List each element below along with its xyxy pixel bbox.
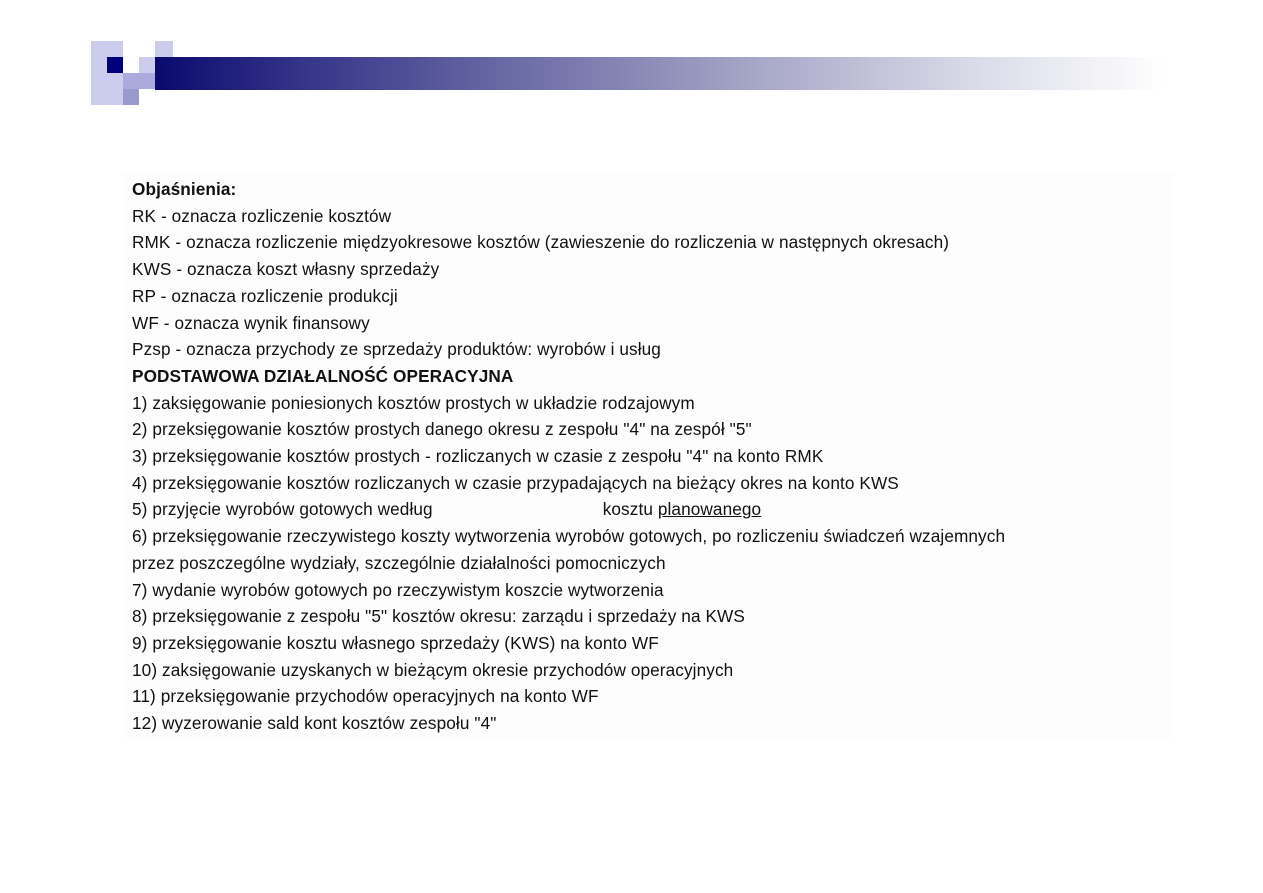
step-item bbox=[132, 496, 1173, 523]
step-item: 11) przeksięgowanie przychodów operacyjnych na konto WF bbox=[132, 686, 599, 707]
definition-item: RK - oznacza rozliczenie kosztów bbox=[132, 205, 392, 226]
definition-item: RMK - oznacza rozliczenie międzyokresowe kosztów (zawieszenie do rozliczenia w następnych okresach) bbox=[132, 232, 950, 253]
explanations-heading: Objaśnienia: bbox=[132, 179, 237, 199]
step-item: 3) przeksięgowanie kosztów prostych - rozliczanych w czasie z zespołu "4" na konto RMK bbox=[132, 446, 824, 467]
header-gradient-bar bbox=[155, 57, 1165, 90]
step-item: 10) zaksięgowanie uzyskanych w bieżącym okresie przychodów operacyjnych bbox=[132, 659, 734, 680]
step-item: 12) wyzerowanie sald kont kosztów zespołu "4" bbox=[132, 713, 497, 734]
step-item: 9) przeksięgowanie kosztu własnego sprzedaży (KWS) na konto WF bbox=[132, 632, 659, 653]
decor-square bbox=[123, 73, 139, 89]
decor-square bbox=[139, 57, 155, 73]
step-item: 8) przeksięgowanie z zespołu "5" kosztów okresu: zarządu i sprzedaży na KWS bbox=[132, 606, 745, 627]
definition-item: WF - oznacza wynik finansowy bbox=[132, 312, 370, 333]
definition-item: KWS - oznacza koszt własny sprzedaży bbox=[132, 259, 440, 280]
header-decoration bbox=[0, 0, 1263, 120]
step-item: 4) przeksięgowanie kosztów rozliczanych w czasie przypadających na bieżący okres na konto KWS bbox=[132, 472, 899, 493]
step-item-continuation: przez poszczególne wydziały, szczególnie działalności pomocniczych bbox=[132, 552, 666, 573]
decor-square bbox=[139, 73, 155, 89]
step-item: 2) przeksięgowanie kosztów prostych danego okresu z zespołu "4" na zespół "5" bbox=[132, 419, 752, 440]
section-title: PODSTAWOWA DZIAŁALNOŚĆ OPERACYJNA bbox=[132, 365, 514, 386]
decor-square-dark bbox=[107, 57, 123, 73]
step-item: 7) wydanie wyrobów gotowych po rzeczywistym koszcie wytworzenia bbox=[132, 579, 664, 600]
step-item: 1) zaksięgowanie poniesionych kosztów prostych w układzie rodzajowym bbox=[132, 392, 695, 413]
step-5-text: 5) przyjęcie wyrobów gotowych według bbox=[132, 499, 433, 520]
definition-item: Pzsp - oznacza przychody ze sprzedaży produktów: wyrobów i usług bbox=[132, 339, 661, 360]
slide-text-block bbox=[123, 172, 1173, 738]
decor-square bbox=[91, 73, 123, 105]
step-5-cost-label: kosztu bbox=[602, 499, 658, 520]
decor-square bbox=[123, 89, 139, 105]
decor-square bbox=[155, 41, 173, 57]
step-5-underlined-word: planowanego bbox=[657, 499, 762, 520]
step-item: 6) przeksięgowanie rzeczywistego koszty wytworzenia wyrobów gotowych, po rozliczeniu świadczeń wzajemnych bbox=[132, 526, 1006, 547]
definition-item: RP - oznacza rozliczenie produkcji bbox=[132, 285, 398, 306]
